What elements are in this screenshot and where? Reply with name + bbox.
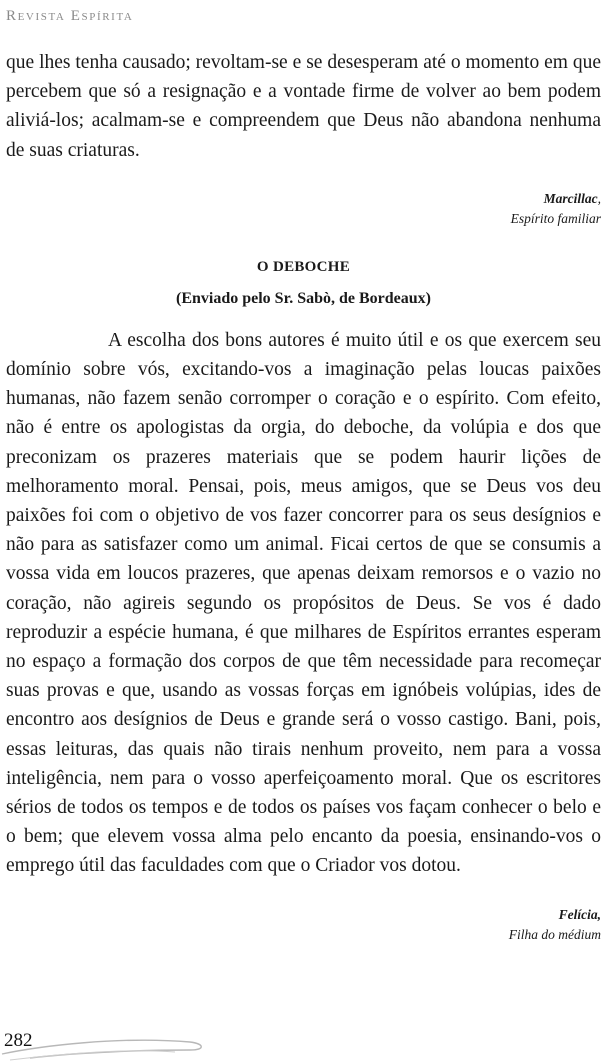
signature-marcillac xyxy=(6,189,601,229)
signature-name: Marcillac xyxy=(543,190,598,206)
signature-felicia xyxy=(6,905,601,945)
section-title: O DEBOCHE xyxy=(256,258,351,275)
continuation-paragraph: que lhes tenha causado; revoltam-se e se desesperam até o momento em que percebem que só a resignação e a vontade firme de volver ao bem podem aliviá-los; acalmam-se e compreendem que Deus não abandona nenhuma de suas criaturas. xyxy=(6,52,601,161)
signature-role: Filha do médium xyxy=(508,926,601,942)
page-footer xyxy=(0,1024,607,1063)
body-paragraph: A escolha dos bons autores é muito útil e os que exercem seu domínio sobre vós, excitando-vos a imaginação pelas loucas paixões humanas, não fazem senão corromper o coração e o espírito. Com efeito, não é entre os apologistas da orgia, do deboche, da volúpia e dos que preconizam os prazeres materiais que se podem haurir lições de melhoramento moral. Pensai, pois, meus amigos, que se Deus vos deu paixões foi com o objetivo de vos fazer concorrer para os seus desígnios e não para as satisfazer como um animal. Ficai certos de que se consumis a vossa vida em loucos prazeres, que apenas deixam remorsos e o vazio no coração, não agireis segundo os propósitos de Deus. Se vos é dado reproduzir a espécie humana, é que milhares de Espíritos errantes esperam no espaço a formação dos corpos de que têm necessidade para recomeçar suas provas e que, usando as vossas forças em ignóbeis volúpias, ides de encontro aos desígnios de Deus e grande será o vosso castigo. Bani, pois, essas leituras, das quais não tirais nenhum proveito, nem para a vossa inteligência, nem para o vosso aperfeiçoamento moral. Que os escritores sérios de todos os tempos e de todos os países vos façam conhecer o belo e o bem; que elevem vossa alma pelo encanto da poesia, ensinando-vos o emprego útil das faculdades com que o Criador vos dotou. xyxy=(6,329,601,877)
signature-role: Espírito familiar xyxy=(510,210,601,226)
page-number: 282 xyxy=(4,1030,33,1051)
page-body xyxy=(6,48,601,945)
section-subtitle: (Enviado pelo Sr. Sabò, de Bordeaux) xyxy=(175,289,431,307)
signature-name-comma: , xyxy=(597,190,601,206)
signature-name: Felícia, xyxy=(558,906,601,922)
running-head: Revista Espírita xyxy=(6,8,134,24)
swash-ornament-icon xyxy=(0,1024,607,1063)
